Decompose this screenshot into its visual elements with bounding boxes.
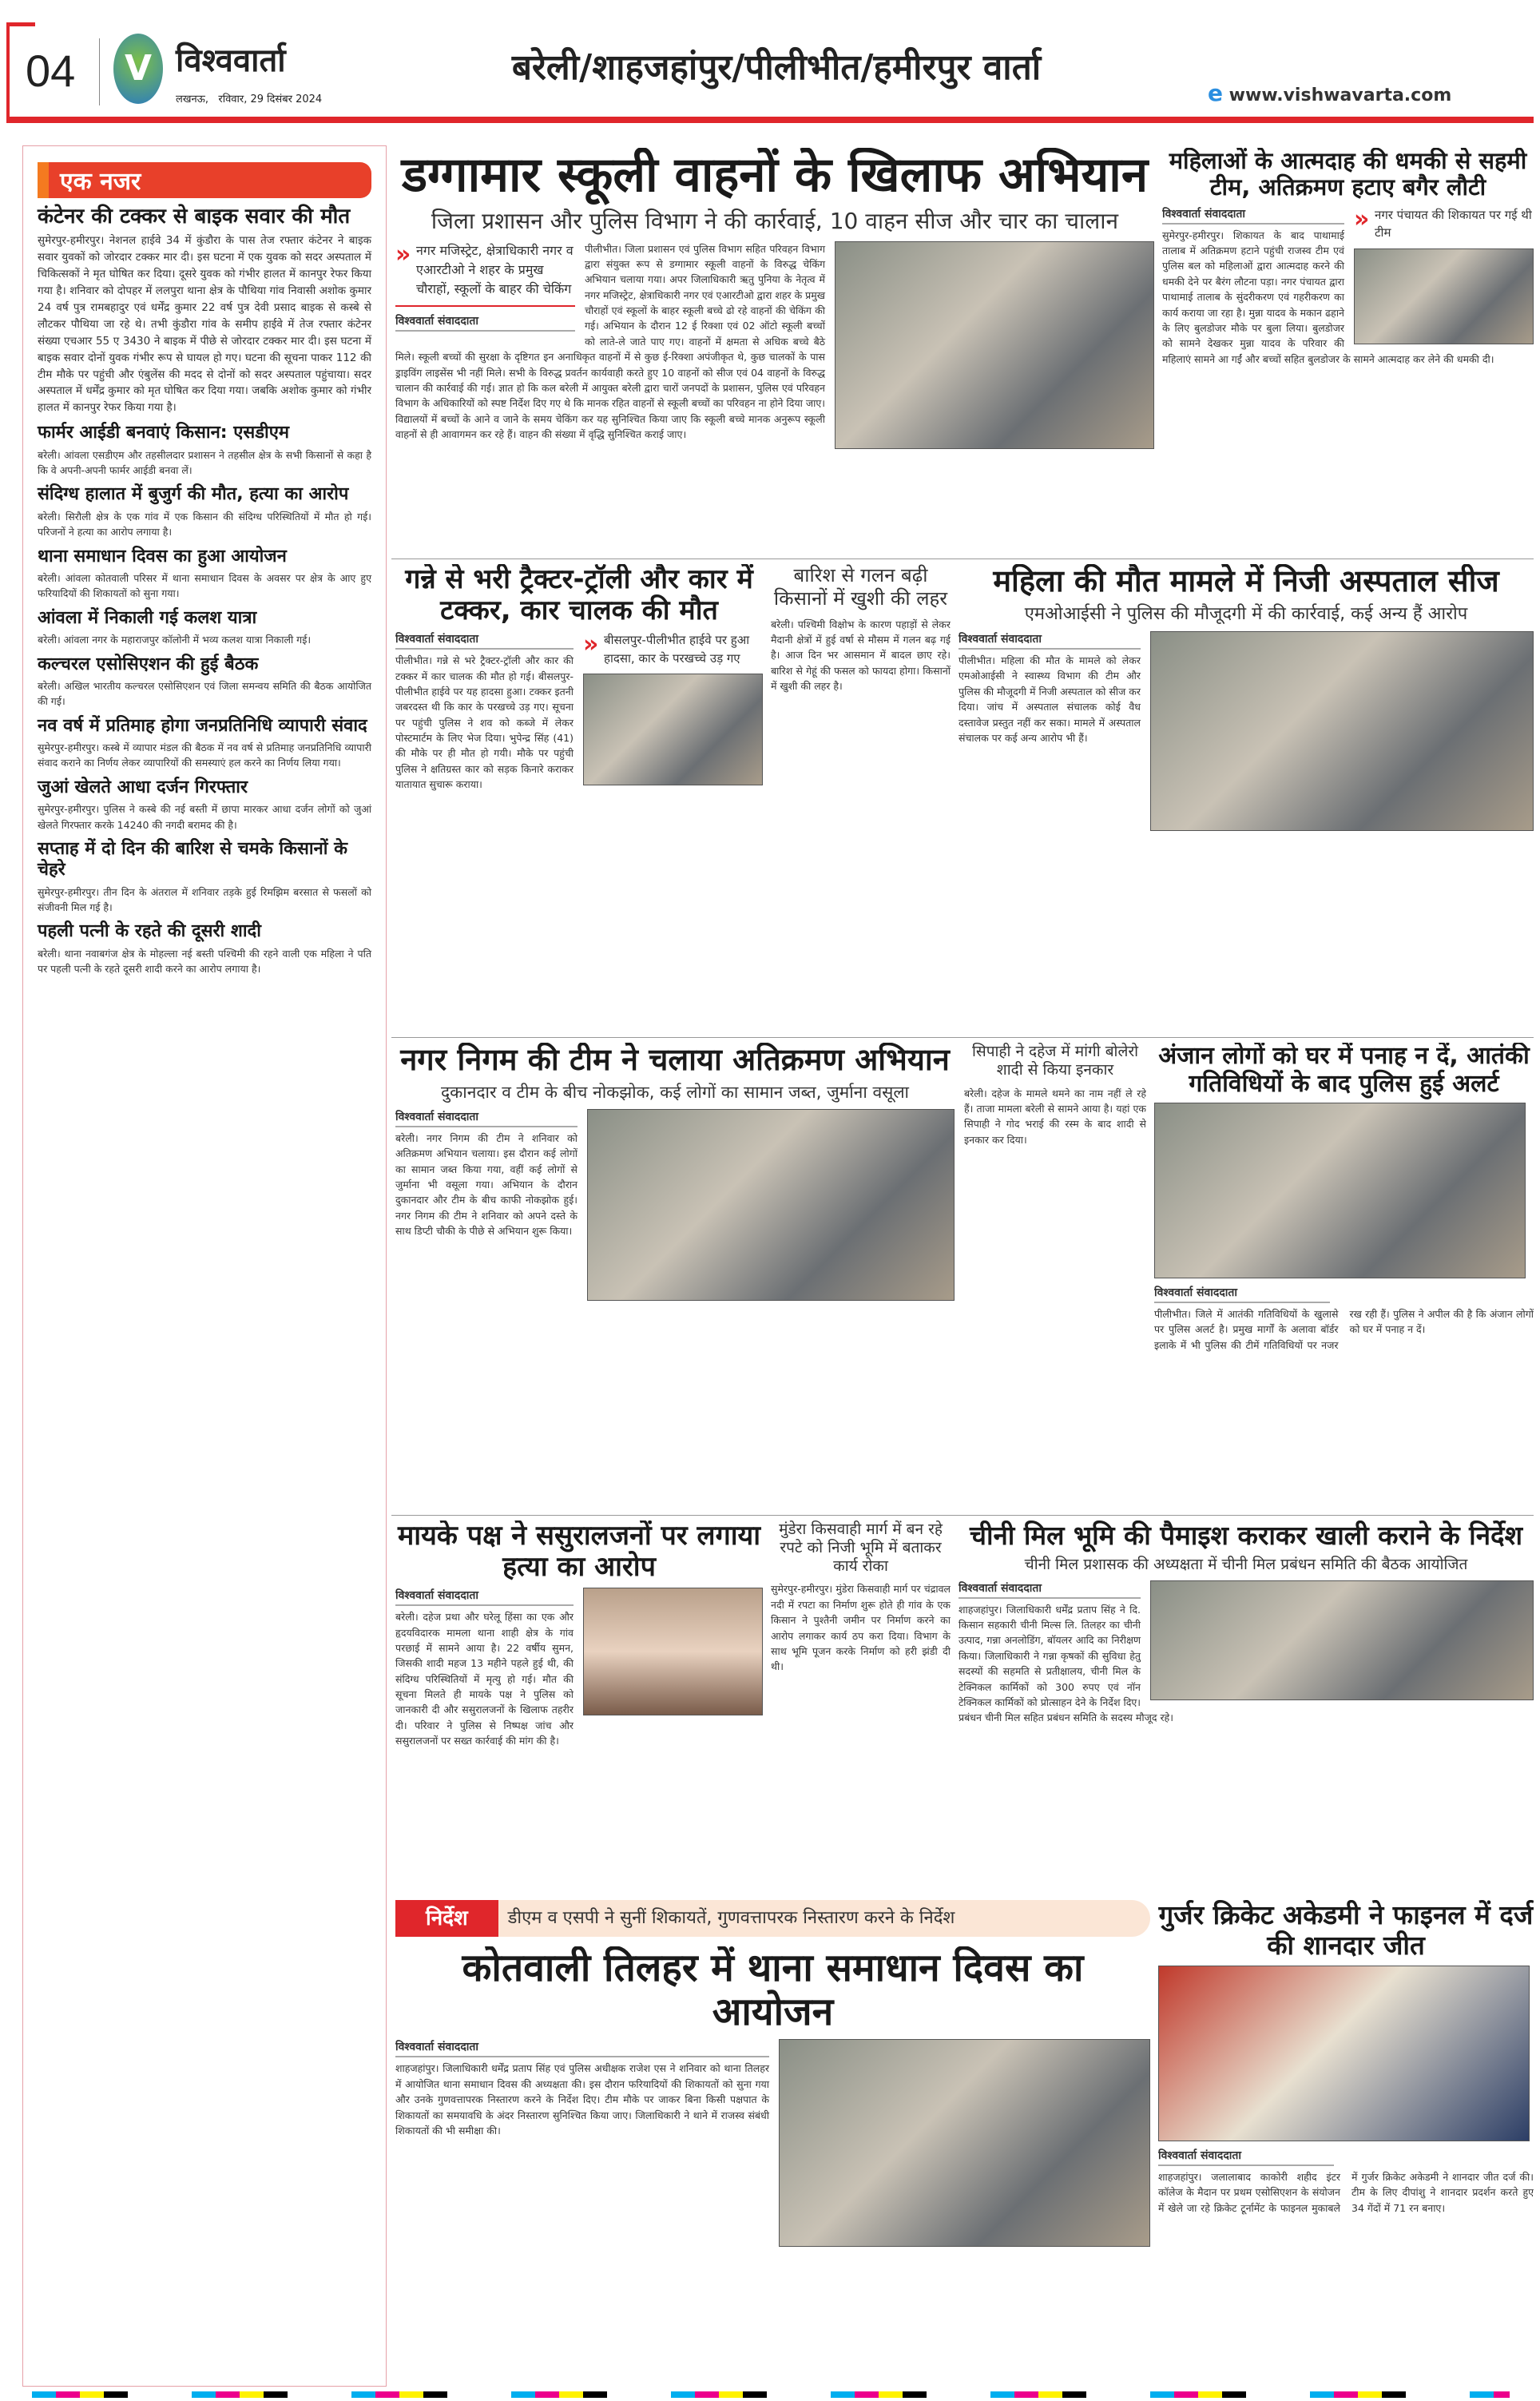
brief-story: जुआं खेलते आधा दर्जन गिरफ्तार सुमेरपुर-हमीरपुर। पुलिस ने कस्बे की नई बस्ती में छापा मारकर आधा दर्जन लोगों को जुआं खेलते गिरफ्तार करके 14240 की नगदी बरामद की है। [38, 777, 371, 831]
lead-subhead: जिला प्रशासन और पुलिस विभाग ने की कार्रवाई, 10 वाहन सीज और चार का चालान [431, 208, 1119, 234]
color-registration-bar [32, 2391, 1510, 2398]
website-link[interactable]: e www.vishwavarta.com [1208, 80, 1452, 106]
cricket-story: गुर्जर क्रिकेट अकेडमी ने फाइनल में दर्ज की शानदार जीत विश्ववार्ता संवाददाता शाहजहांपुर। जलालाबाद काकोरी शहीद इंटर कॉलेज के मैदान पर प्रथम एसोसिएशन के संयोजन में खेले जा रहे क्रिकेट टूर्नामेंट के फाइनल मुकाबले में गुर्जर क्रिकेट अकेडमी ने शानदार जीत दर्ज की। टीम के लिए दीपांशु ने शानदार प्रदर्शन करते हुए 34 गेंदों में 71 रन बनाए। [1158, 1900, 1534, 2214]
lead-headline: डग्गामार स्कूली वाहनों के खिलाफ अभियान [401, 148, 1149, 203]
samadhan-diwas-photo [779, 2039, 1150, 2247]
nagar-nigam-story: नगर निगम की टीम ने चलाया अतिक्रमण अभियान दुकानदार व टीम के बीच नोकझोक, कई लोगों का सामान जब्त, जुर्माना वसूला विश्ववार्ता संवाददाता बरेली। नगर निगम की टीम ने शनिवार को अतिक्रमण अभियान चलाया। इस दौरान कई लोगों का सामान जब्त किया गया, वहीं कई लोगों से जुर्माना भी वसूला गया। अभियान के दौरान दुकानदार और टीम के बीच काफी नोकझोक हुई। नगर निगम की टीम ने शनिवार को अपने दस्ते के साथ डिप्टी चौकी के पीछे से अभियान शुरू किया। [395, 1043, 955, 1510]
brief-story: फार्मर आईडी बनवाएं किसान: एसडीएम बरेली। आंवला एसडीएम और तहसीलदार प्रशासन ने तहसील क्षेत्र के सभी किसानों से कहा है कि वे अपनी-अपनी फार्मर आईडी बनवा लें। [38, 423, 371, 477]
hospital-headline: महिला की मौत मामले में निजी अस्पताल सीज [993, 564, 1499, 598]
lead-kicker: » नगर मजिस्ट्रेट, क्षेत्राधिकारी नगर व एआरटीओ ने शहर के प्रमुख चौराहों, स्कूलों के बाहर की चेकिंग [395, 241, 575, 299]
page-number: 04 [26, 46, 76, 96]
brief-story: संदिग्ध हालात में बुजुर्ग की मौत, हत्या का आरोप बरेली। सिरौली क्षेत्र के एक गांव में एक किसान की संदिग्ध परिस्थितियों में मौत हो गई। परिजनों ने हत्या का आरोप लगाया है। [38, 484, 371, 539]
accident-car-photo [583, 674, 763, 785]
brand-name: विश्ववार्ता [176, 42, 286, 79]
kotwali-story: कोतवाली तिलहर में थाना समाधान दिवस का आयोजन विश्ववार्ता संवाददाता शाहजहांपुर। जिलाधिकारी धर्मेंद्र प्रताप सिंह एवं पुलिस अधीक्षक राजेश एस ने शनिवार को थाना तिलहर में आयोजित थाना समाधान दिवस की अध्यक्षता की। इस दौरान फरियादियों की शिकायतों को सुना गया और उनके गुणवत्तापरक निस्तारण करने के निर्देश दिए। टीम मौके पर जाकर बिना किसी पक्षपात के शिकायतों का समयावधि के अंदर निस्तारण सुनिश्चित किया जाए। जिलाधिकारी ने थाने में राजस्व संबंधी शिकायतों की भी समीक्षा की। [395, 1946, 1150, 2387]
sipahi-story: सिपाही ने दहेज में मांगी बोलेरो शादी से किया इनकार बरेली। दहेज के मामले थमने का नाम नहीं ले रहे हैं। ताजा मामला बरेली से सामने आया है। यहां एक सिपाही ने गोद भराई की रस्म के बाद शादी से इनकार कर दिया। [964, 1043, 1146, 1146]
browser-e-icon: e [1208, 80, 1223, 106]
sugar-mill-subhead: चीनी मिल प्रशासक की अध्यक्षता में चीनी मिल प्रबंधन समिति की बैठक आयोजित [1024, 1555, 1468, 1573]
sugar-mill-photo [1150, 1580, 1534, 1700]
masthead [6, 22, 1534, 123]
lead-side: » नगर मजिस्ट्रेट, क्षेत्राधिकारी नगर व एआरटीओ ने शहर के प्रमुख चौराहों, स्कूलों के बाहर की चेकिंग विश्ववार्ता संवाददाता [395, 241, 575, 335]
sugar-mill-story: चीनी मिल भूमि की पैमाइश कराकर खाली कराने के निर्देश चीनी मिल प्रशासक की अध्यक्षता में चीनी मिल प्रबंधन समिति की बैठक आयोजित विश्ववार्ता संवाददाता शाहजहांपुर। जिलाधिकारी धर्मेंद्र प्रताप सिंह ने दि. किसान सहकारी चीनी मिल्स लि. तिलहर का चीनी उत्पाद, गन्ना अनलोडिंग, बॉयलर आदि का निरीक्षण किया। जिलाधिकारी ने गन्ना कृषकों की सुविधा हेतु सदस्यों की सहमति से प्रतीक्षालय, चीनी मिल के टेक्निकल कार्मिकों को 300 रुपए एवं नॉन टेक्निकल कार्मिकों को प्रोत्साहन देने के निर्देश दिए। प्रबंधन चीनी मिल सहित प्रबंधन समिति के सदस्य मौजूद रहे। [959, 1521, 1534, 1894]
police-alert-photo [1154, 1103, 1526, 1278]
hospital-story: महिला की मौत मामले में निजी अस्पताल सीज एमओआईसी ने पुलिस की मौजूदगी में की कार्रवाई, कई अन्य हैं आरोप विश्ववार्ता संवाददाता पीलीभीत। महिला की मौत के मामले को लेकर एमओआईसी ने स्वास्थ्य विभाग की टीम और पुलिस की मौजूदगी में निजी अस्पताल को सीज कर दिया। जांच में अस्पताल संचालक कोई वैध दस्तावेज प्रस्तुत नहीं कर सका। मामले में अस्पताल संचालक पर कई अन्य आरोप भी हैं। [959, 564, 1534, 1032]
kotwali-headline: कोतवाली तिलहर में थाना समाधान दिवस का आयोजन [462, 1946, 1084, 2035]
lead-story [395, 148, 1154, 555]
section-title: बरेली/शाहजहांपुर/पीलीभीत/हमीरपुर वार्ता [511, 47, 1042, 88]
rain-story: बारिश से गलन बढ़ी किसानों में खुशी की लहर बरेली। पश्चिमी विक्षोभ के कारण पहाड़ों से लेकर मैदानी क्षेत्रों में हुई वर्षा से मौसम में गलन बढ़ गई है। आज दिन भर आसमान में बादल छाए रहे। बारिश से गेहूं की फसल को फायदा होगा। किसानों में खुशी की लहर है। [771, 564, 951, 693]
tractor-story: गन्ने से भरी ट्रैक्टर-ट्रॉली और कार में टक्कर, कार चालक की मौत » बीसलपुर-पीलीभीत हाईवे पर हुआ हादसा, कार के परखच्चे उड़ गए विश्ववार्ता संवाददाता पीलीभीत। गन्ने से भरे ट्रैक्टर-ट्रॉली और कार की टक्कर में कार चालक की मौत हो गई। बीसलपुर-पीलीभीत हाईवे पर यह हादसा हुआ। टक्कर इतनी जबरदस्त थी कि कार के परखच्चे उड़ गए। सूचना पर पहुंची पुलिस ने शव को कब्जे में लेकर पोस्टमार्टम के लिए भेज दिया। भुपेन्द्र सिंह (41) की मौके पर ही मौत हो गयी। मौके पर पहुंची पुलिस ने क्षतिग्रस्त कार को सड़क किनारे कराकर यातायात सुचारू कराया। [395, 564, 763, 1032]
nagar-nigam-subhead: दुकानदार व टीम के बीच नोकझोक, कई लोगों का सामान जब्त, जुर्माना वसूला [440, 1082, 909, 1102]
brief-story: आंवला में निकाली गई कलश यात्रा बरेली। आंवला नगर के महाराजपुर कॉलोनी में भव्य कलश यात्रा निकाली गई। [38, 607, 312, 646]
encroachment-story: महिलाओं के आत्मदाह की धमकी से सहमी टीम, अतिक्रमण हटाए बगैर लौटी » नगर पंचायत की शिकायत पर गई थी टीम विश्ववार्ता संवाददाता सुमेरपुर-हमीरपुर। शिकायत के बाद पाथामाई तालाब में अतिक्रमण हटाने पहुंची राजस्व टीम एवं पुलिस बल को महिलाओं द्वारा आत्मदाह करने की धमकी देने पर बैरंग लौटना पड़ा। नगर पंचायत द्वारा पाथामाई तालाब के सुंदरीकरण एवं गहरीकरण का कार्य कराया जा रहा है। मुन्ना यादव के मकान ढहाने के लिए बुलडोजर मौके पर बुला लिया। बुलडोजर को सामने देखकर मुन्ना यादव के परिवार की महिलाएं सामने आ गईं और बच्चों सहित बुलडोजर के सामने आत्मदाह कर लेने की धमकी दी। [1162, 148, 1534, 555]
nagar-nigam-headline: नगर निगम की टीम ने चलाया अतिक्रमण अभियान [400, 1043, 950, 1077]
brief-story: कल्चरल एसोसिएशन की हुई बैठक बरेली। अखिल भारतीय कल्चरल एसोसिएशन एवं जिला समन्वय समिति की बैठक आयोजित की गई। [38, 654, 371, 708]
sugar-mill-headline: चीनी मिल भूमि की पैमाइश कराकर खाली कराने के निर्देश [969, 1521, 1523, 1551]
brief-story: सप्ताह में दो दिन की बारिश से चमके किसानों के चेहरे सुमेरपुर-हमीरपुर। तीन दिन के अंतराल में शनिवार तड़के हुई रिमझिम बरसात से फसलों को संजीवनी मिल गई है। [38, 838, 371, 914]
nirdesh-banner: निर्देश डीएम व एसपी ने सुनीं शिकायतें, गुणवत्तापरक निस्तारण करने के निर्देश [395, 1900, 1150, 1937]
ek-nazar-header: एक नजर [38, 162, 371, 198]
alert-headline: अंजान लोगों को घर में पनाह न दें, आतंकी गतिविधियों के बाद पुलिस हुई अलर्ट [1158, 1043, 1530, 1098]
mayke-story: मायके पक्ष ने ससुरालजनों पर लगाया हत्या का आरोप विश्ववार्ता संवाददाता बरेली। दहेज प्रथा और घरेलू हिंसा का एक और हृदयविदारक मामला थाना शाही क्षेत्र के गांव परछाई में सामने आया है। 22 वर्षीय सुमन, जिसकी शादी महज 13 महीने पहले हुई थी, की संदिग्ध परिस्थितियों में मृत्यु हो गई। मौत की सूचना मिलते ही मायके पक्ष ने पुलिस को जानकारी दी और ससुरालजनों के खिलाफ तहरीर दी। परिवार ने पुलिस से निष्पक्ष जांच और ससुरालजनों पर सख्त कार्रवाई की मांग की है। [395, 1521, 763, 1894]
ek-nazar-column [22, 145, 387, 2387]
victim-portrait-photo [583, 1588, 763, 1715]
lead-photo-school-vehicles [835, 241, 1154, 449]
brief-story: पहली पत्नी के रहते की दूसरी शादी बरेली। थाना नवाबगंज क्षेत्र के मोहल्ला नई बस्ती पश्चिमी की रहने वाली एक महिला ने पति पर पहली पत्नी के रहते दूसरी शादी करने का आरोप लगाया है। [38, 921, 371, 976]
alert-story: अंजान लोगों को घर में पनाह न दें, आतंकी गतिविधियों के बाद पुलिस हुई अलर्ट विश्ववार्ता संवाददाता पीलीभीत। जिले में आतंकी गतिविधियों के खुलासे पर पुलिस अलर्ट है। प्रमुख मार्गों के अलावा बॉर्डर इलाके में भी पुलिस की टीमें गतिविधियों पर नजर रख रही हैं। पुलिस ने अपील की है कि अंजान लोगों को घर में पनाह न दें। [1154, 1043, 1534, 1351]
hospital-photo [1150, 631, 1534, 831]
lead-body: पीलीभीत। जिला प्रशासन एवं पुलिस विभाग सहित परिवहन विभाग द्वारा संयुक्त रूप से डग्गामार स्कूली वाहनों के विरुद्ध चेकिंग अभियान चलाया गया। अपर जिलाधिकारी ऋतु पुनिया के नेतृत्व में नगर मजिस्ट्रेट, क्षेत्राधिकारी नगर एवं एआरटीओ द्वारा शहर के प्रमुख चौराहों एवं स्कूलों के बाहर स्कूली बच्चे ढो रहे वाहनों की चेकिंग की गई। अभियान के दौरान 12 ई रिक्शा एवं 02 ऑटो स्कूली बच्चों को लाते-ले जाते पाए गए। वाहनों में क्षमता से अधिक बच्चे बैठे मिले। स्कूली बच्चों की सुरक्षा के दृष्टिगत इन अनाधिकृत वाहनों में से कुछ ई-रिक्शा अपंजीकृत थे, कुछ चालकों के पास ड्राइविंग लाइसेंस भी नहीं मिले। सभी के विरुद्ध प्रवर्तन कार्यवाही करते हुए 10 वाहनों को सीज एवं 04 वाहनों के विरुद्ध चालान की कार्रवाई की गई। ज्ञात हो कि कल बरेली में आयुक्त बरेली द्वारा चारों जनपदों के प्रशासन, पुलिस एवं परिवहन विभाग के अधिकारियों को स्पष्ट निर्देश दिए गए थे कि मानक रहित वाहनों से स्कूली बच्चों का परिवहन ना होने दिया जाए। विद्यालयों में बच्चों के आने व जाने के समय चेकिंग कर यह सुनिश्चित किया जाए कि स्कूली बच्चे मानक अनुरूप स्कूली वाहनों से ही आवागमन कर रहे हैं। वाहन की संख्या में वृद्धि सुनिश्चित कराई जाए। [395, 242, 825, 441]
brief-story: कंटेनर की टक्कर से बाइक सवार की मौत सुमेरपुर-हमीरपुर। नेशनल हाईवे 34 में कुंडौरा के पास तेज रफ्तार कंटेनर ने बाइक सवार युवकों को जोरदार टक्कर मार दी। इस घटना में एक युवक को सदर अस्पताल में चिकित्सकों ने मृत घोषित कर दिया। दूसरे युवक को गंभीर हालत में कानपुर रेफर किया गया है। शनिवार को दोपहर में ललपुरा थाना क्षेत्र के पौथिया गांव निवासी अशोक कुमार 24 वर्ष पुत्र रामबहादुर एवं धर्मेंद्र कुमार 22 वर्ष पुत्र देवी प्रसाद बाइक से कस्बे से लौटकर पौथिया जा रहे थे। तभी कुंडौरा गांव के समीप हाईवे में तेज रफ्तार कंटेनर संख्या एचआर 55 ए 3430 ने बाइक में पीछे से जोरदार टक्कर मार दी। इस घटना में बाइक सवार दोनों युवक गंभीर रूप से घायल हो गए। घटना की सूचना पाकर 112 की टीम मौके पर पहुंची और एंबुलेंस की मदद से दोनों को सदर अस्पताल पहुंचाया। सदर अस्पताल में धर्मेंद्र कुमार को मृत घोषित कर दिया गया। जबकि अशोक कुमार को गंभीर हालत में कानपुर रेफर किया गया है। [38, 205, 371, 415]
brief-story: नव वर्ष में प्रतिमाह होगा जनप्रतिनिधि व्यापारी संवाद सुमेरपुर-हमीरपुर। कस्बे में व्यापार मंडल की बैठक में नव वर्ष से प्रतिमाह जनप्रतिनिधि व्यापारी संवाद कराने का निर्णय लेकर व्यापारियों की समस्याएं हल करने का निर्णय लिया गया। [38, 715, 371, 769]
cricket-team-photo [1158, 1966, 1530, 2141]
encroachment-headline: महिलाओं के आत्मदाह की धमकी से सहमी टीम, अतिक्रमण हटाए बगैर लौटी [1169, 148, 1527, 201]
cricket-headline: गुर्जर क्रिकेट अकेडमी ने फाइनल में दर्ज की शानदार जीत [1158, 1900, 1534, 1961]
hospital-subhead: एमओआईसी ने पुलिस की मौजूदगी में की कार्रवाई, कई अन्य हैं आरोप [1024, 603, 1468, 624]
dateline: लखनऊ, रविवार, 29 दिसंबर 2024 [176, 93, 323, 105]
mayke-headline: मायके पक्ष ने ससुरालजनों पर लगाया हत्या का आरोप [397, 1521, 761, 1584]
brand-logo-icon: V [113, 34, 163, 104]
brief-story: थाना समाधान दिवस का हुआ आयोजन बरेली। आंवला कोतवाली परिसर में थाना समाधान दिवस के अवसर पर क्षेत्र के आए हुए फरियादियों की शिकायतों को सुना गया। [38, 546, 371, 600]
nirdesh-tag: निर्देश [395, 1900, 498, 1937]
mundera-story: मुंडेरा किसवाही मार्ग में बन रहे रपटे को निजी भूमि में बताकर कार्य रोका सुमेरपुर-हमीरपुर। मुंडेरा किसवाही मार्ग पर चंद्रावल नदी में रपटा का निर्माण शुरू होते ही गांव के एक किसान ने पुश्तैनी जमीन पर निर्माण करने का आरोप लगाकर कार्य ठप करा दिया। विभाग के साथ भूमि पूजन करके निर्माण को हरी झंडी दी थी। [771, 1521, 951, 1673]
encroachment-photo [1354, 248, 1534, 344]
tractor-headline: गन्ने से भरी ट्रैक्टर-ट्रॉली और कार में टक्कर, कार चालक की मौत [405, 564, 753, 627]
encroachment-drive-photo [587, 1109, 955, 1301]
